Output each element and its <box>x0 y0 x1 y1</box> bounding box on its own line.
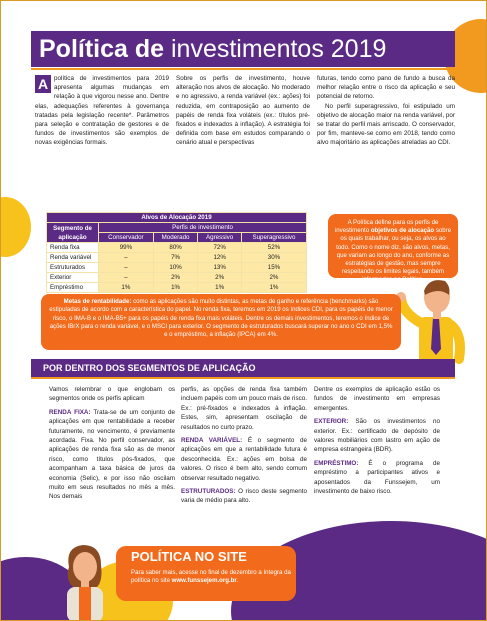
table-cell-segment: Exterior <box>47 273 99 283</box>
businessman-illustration <box>389 269 481 365</box>
table-row <box>47 283 307 293</box>
table-cell: 30% <box>241 253 306 263</box>
intro-column-1 <box>35 74 169 148</box>
site-text-a: Para saber mais, acesse no final de dezembro a íntegra da política no site <box>131 569 291 585</box>
intro-column-3 <box>317 74 455 148</box>
heading-exterior: EXTERIOR: <box>314 418 349 426</box>
table-cell-segment: Estruturados <box>47 263 99 273</box>
site-text <box>131 569 291 585</box>
text-renda-variavel: É o segmento de aplicações em que a rentabilidade futura é desconhecida. Ex.: ações em bolsa de valores. O risco é bem alto, sendo comum observar resultado negativo. <box>181 437 308 482</box>
table-cell-segment: Empréstimo <box>47 283 99 293</box>
page-title <box>39 31 386 67</box>
text-renda-fixa-cont: perfis, as opções de renda fixa também incluem papéis com um pouco mais de risco. Ex.: pré-fixados e indexados à inflação. Estes, sim, apresentam oscilação de resultados no curto prazo. <box>181 386 307 431</box>
table-cell: 13% <box>198 263 242 273</box>
table-cell: 2% <box>198 273 242 283</box>
callout-text-a: A Política define para os perfis de investimento <box>334 219 439 235</box>
table-cell: 15% <box>241 263 306 273</box>
table-cell-segment: Renda fixa <box>47 243 99 253</box>
heading-renda-fixa: RENDA FIXA: <box>49 408 91 416</box>
table-cell: 1% <box>99 283 154 293</box>
table-cell: 80% <box>153 243 198 253</box>
table-cell: 12% <box>198 253 242 263</box>
segments-intro: Vamos relembrar o que englobam os segmentos onde os perfis aplicam <box>49 386 175 403</box>
segments-column-3 <box>314 385 440 496</box>
intro-col1-text: política de investimentos para 2019 apresenta algumas mudanças em relação à que vigorou nesse ano. Dentre elas, adequações referentes à governança tratadas pela legislação recente*. Parâmetros para seleção e contratação de gestores e de fundos de investimentos são exemplos de novas exigências formais. <box>35 75 169 147</box>
callout-text-bold: objetivos de alocação <box>370 227 435 235</box>
metas-text: como as aplicações são muito distintas, as metas de ganho e referência (benchmarks) são estipuladas de acordo com a característica do papel. No renda fixa, teremos em 2019 os índices CDI, para os papéis de menor risco, o IMA-B e o IMA-B5+ para os papéis de renda fixa mais voláteis. Dentre os demais investimentos, teremos o índice de ações IBrX para o renda variável, e o MSCI para exterior. O segmento de estruturados buscará superar no ano o CDI em 1,5% e o empréstimo, a inflação (IPCA) em 4%. <box>49 298 393 339</box>
table-cell-segment: Renda variável <box>47 253 99 263</box>
table-col-header: Superagressivo <box>241 233 306 243</box>
site-url-link[interactable]: www.funssejem.org.br <box>171 577 237 585</box>
site-text-b: . <box>236 577 239 585</box>
table-cell: 10% <box>153 263 198 273</box>
table-cell: 2% <box>241 273 306 283</box>
table-col-header: Conservador <box>99 233 154 243</box>
text-emprestimo: É o programa de empréstimo a participantes ativos e aposentados da Funssejem, um investimento de baixo risco. <box>314 459 440 496</box>
table-row <box>47 253 307 263</box>
text-renda-fixa: Trata-se de um conjunto de aplicações em que rentabilidade a receber futuramente, no vencimento, é previamente acordada. Fixa. No perfil conservador, as aplicações de renda fixa são as de menor risco, como títulos pós-fixados, que acompanham a taxa básica de juros da economia (Selic), e por isso não oscilam muito em seus resultados no mês a mês. Nos demais <box>49 408 175 501</box>
title-bold: Política de <box>39 35 165 63</box>
table-cell: 1% <box>241 283 306 293</box>
text-exterior: São os investimentos no exterior. Ex.: certificado de depósito de valores mobiliários com lastro em ação de empresa estrangeira (BDR). <box>314 418 440 454</box>
woman-illustration <box>51 541 121 621</box>
table-row <box>47 243 307 253</box>
table-cell: 1% <box>198 283 242 293</box>
title-rest: investimentos 2019 <box>164 35 387 63</box>
table-cell: 2% <box>153 273 198 283</box>
section-underline <box>31 377 455 379</box>
table-row <box>47 273 307 283</box>
dropcap: A <box>35 75 51 93</box>
table-cell: – <box>99 253 154 263</box>
table-cell: 52% <box>241 243 306 253</box>
table-title: Alvos de Alocação 2019 <box>47 213 307 223</box>
segments-column-1 <box>49 385 175 502</box>
intro-col2-text: Sobre os perfis de investimento, houve alteração nos alvos de alocação. No moderado e no agressivo, a renda variável (ex.: ações) foi reduzida, em contraposição ao aumento de papéis de renda fixa voláteis (ex.: títulos pré-fixados e indexados à inflação). A estratégia foi definida com base em estudos comparando o cenário atual e perspectivas <box>176 75 310 147</box>
metas-bold: Metas de rentabilidade: <box>63 298 132 305</box>
section-title: POR DENTRO DOS SEGMENTOS DE APLICAÇÃO <box>43 363 256 373</box>
table-segment-header: Segmento de aplicação <box>47 223 99 243</box>
table-cell: 1% <box>153 283 198 293</box>
callout-text-b: sobre os quais trabalhar, ou seja, os alvos ao todo. Como o nome diz, são alvos, metas, que variam ao longo do ano, conforme as estratégias de gestão, mas sempre respeitando os limites legais, também informados na Política. <box>336 227 452 284</box>
intro-col3-para-1: futuras, tendo como pano de fundo a busca da melhor relação entre o risco da aplicação e seu potencial de retorno. <box>317 75 455 101</box>
intro-column-2 <box>176 74 310 148</box>
table-col-header: Moderado <box>153 233 198 243</box>
table-cell: 72% <box>198 243 242 253</box>
table-cell: – <box>99 263 154 273</box>
metas-box <box>41 294 401 350</box>
table-cell: 7% <box>153 253 198 263</box>
heading-renda-variavel: RENDA VARIÁVEL: <box>181 437 243 445</box>
heading-emprestimo: EMPRÉSTIMO: <box>314 459 359 467</box>
table-cell: – <box>99 273 154 283</box>
text-estruturados-cont: Dentre os exemplos de aplicação estão os fundos de investimento em empresas emergentes. <box>314 386 440 412</box>
site-title: POLÍTICA NO SITE <box>131 549 247 564</box>
segments-column-2 <box>181 385 307 506</box>
text-estruturados: O risco deste segmento varia de médio para alto. <box>181 488 307 505</box>
table-row <box>47 263 307 273</box>
table-cell: 99% <box>99 243 154 253</box>
title-underline <box>31 68 455 70</box>
table-col-header: Agressivo <box>198 233 242 243</box>
intro-col3-para-2: No perfil superagressivo, foi estipulado um objetivo de alocação maior na renda variável, por se tratar do perfil mais arriscado. O conservador, por fim, manteve-se como em 2018, tendo como alvo majoritário as aplicações atreladas ao CDI. <box>317 102 455 147</box>
heading-estruturados: ESTRUTURADOS: <box>181 488 236 496</box>
table-profiles-header: Perfis de investimento <box>99 223 307 233</box>
decorative-circle-yellow <box>0 197 31 257</box>
allocation-table <box>46 212 307 293</box>
